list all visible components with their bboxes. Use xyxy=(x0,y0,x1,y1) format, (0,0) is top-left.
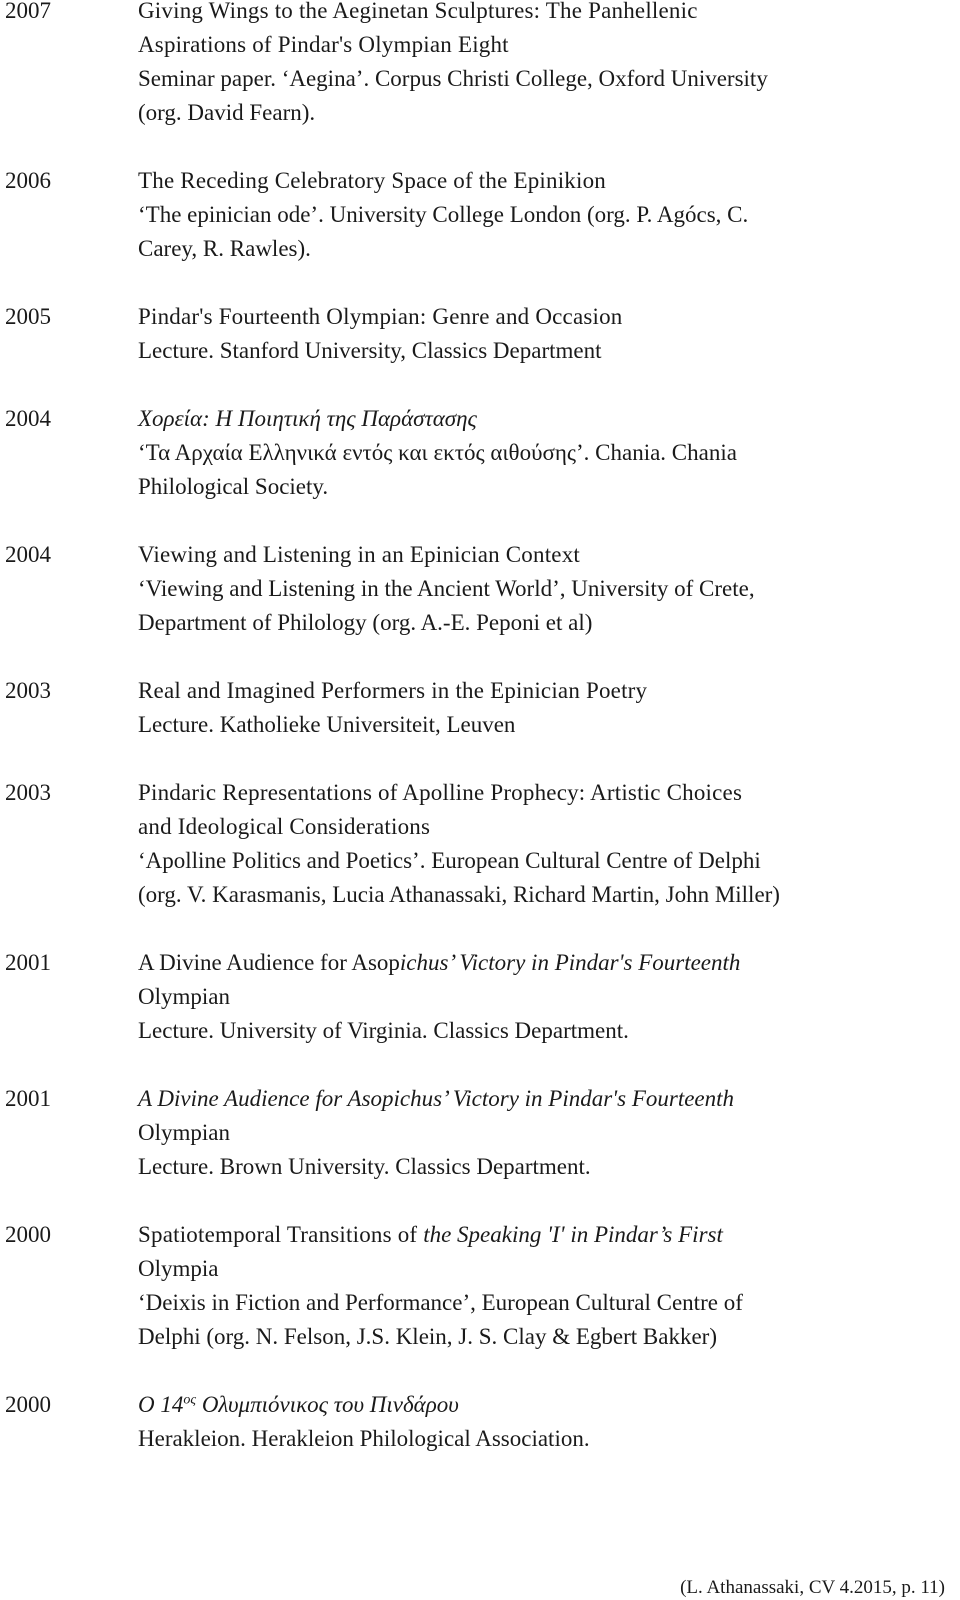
entry-title-plain: Spatiotemporal Transitions of xyxy=(138,1222,424,1247)
entry-detail-cont: (org. V. Karasmanis, Lucia Athanassaki, Richard Martin, John Miller) xyxy=(138,882,780,907)
entry-detail-cont: (org. David Fearn). xyxy=(138,100,316,125)
entry-title-cont: Olympia xyxy=(138,1256,219,1281)
entry-title: Viewing and Listening in an Epinician Context xyxy=(138,542,580,567)
entry-year: 2007 xyxy=(5,0,51,23)
entry-year: 2001 xyxy=(5,1086,51,1111)
entry-year: 2004 xyxy=(5,406,51,431)
entry-year: 2003 xyxy=(5,780,51,805)
list-item xyxy=(5,538,945,640)
entry-title: Χορεία: Η Ποιητική της Παράστασης xyxy=(138,406,477,431)
entry-body xyxy=(138,1388,945,1456)
entry-body xyxy=(138,776,945,912)
entry-body xyxy=(138,1082,945,1184)
entry-title: The Receding Celebratory Space of the Epinikion xyxy=(138,168,606,193)
list-item xyxy=(5,300,945,368)
entry-title: Giving Wings to the Aeginetan Sculptures: The Panhellenic xyxy=(138,0,698,23)
entry-detail: Lecture. Katholieke Universiteit, Leuven xyxy=(138,712,516,737)
entry-title-italic: the Speaking 'I' in Pindar’s First xyxy=(423,1222,723,1247)
entry-detail: ‘Τα Αρχαία Ελληνικά εντός και εκτός αιθούσης’. Chania. Chania xyxy=(138,440,737,465)
entry-detail: Lecture. Stanford University, Classics Department xyxy=(138,338,602,363)
entry-detail: ‘The epinician ode’. University College London (org. P. Agócs, C. xyxy=(138,202,749,227)
list-item xyxy=(5,0,945,130)
entry-title-a: Ο 14 xyxy=(138,1392,184,1417)
entry-title-plain: A Divine Audience for Asop xyxy=(138,950,400,975)
list-item xyxy=(5,674,945,742)
entry-body xyxy=(138,674,945,742)
entry-body xyxy=(138,538,945,640)
entry-year: 2000 xyxy=(5,1222,51,1247)
entry-body xyxy=(138,402,945,504)
entry-detail-cont: Delphi (org. N. Felson, J.S. Klein, J. S. Clay & Egbert Bakker) xyxy=(138,1324,717,1349)
entry-title: Pindaric Representations of Apolline Prophecy: Artistic Choices xyxy=(138,780,743,805)
list-item xyxy=(5,776,945,912)
list-item xyxy=(5,164,945,266)
entry-detail: Lecture. Brown University. Classics Department. xyxy=(138,1154,591,1179)
entry-detail-cont: Carey, R. Rawles). xyxy=(138,236,311,261)
page-footer: (L. Athanassaki, CV 4.2015, p. 11) xyxy=(680,1577,945,1598)
entry-body xyxy=(138,300,945,368)
entry-year: 2003 xyxy=(5,678,51,703)
entry-title-cont: Olympian xyxy=(138,1120,230,1145)
entry-title xyxy=(138,1218,945,1252)
entry-detail: Lecture. University of Virginia. Classics Department. xyxy=(138,1018,629,1043)
entry-title xyxy=(138,946,945,980)
list-item xyxy=(5,1082,945,1184)
entry-title: Pindar's Fourteenth Olympian: Genre and Occasion xyxy=(138,304,623,329)
list-item xyxy=(5,946,945,1048)
entry-title-cont: Aspirations of Pindar's Olympian Eight xyxy=(138,32,509,57)
entry-detail-cont: Department of Philology (org. A.-E. Peponi et al) xyxy=(138,610,593,635)
entry-title-cont: and Ideological Considerations xyxy=(138,814,431,839)
entry-title-b: Ολυμπιόνικος του Πινδάρου xyxy=(196,1392,459,1417)
entry-year: 2006 xyxy=(5,168,51,193)
entry-year: 2005 xyxy=(5,304,51,329)
entry-title: A Divine Audience for Asopichus’ Victory in Pindar's Fourteenth xyxy=(138,1086,735,1111)
list-item xyxy=(5,402,945,504)
entry-detail: ‘Apolline Politics and Poetics’. European Cultural Centre of Delphi xyxy=(138,848,761,873)
entry-title xyxy=(138,1388,945,1422)
entry-detail-cont: Philological Society. xyxy=(138,474,329,499)
entry-title-sup: ος xyxy=(183,1392,197,1408)
entry-detail: ‘Viewing and Listening in the Ancient World’, University of Crete, xyxy=(138,576,755,601)
cv-talks-list xyxy=(5,0,945,1490)
entry-detail: Herakleion. Herakleion Philological Association. xyxy=(138,1426,590,1451)
entry-year: 2004 xyxy=(5,542,51,567)
entry-title-italic: ichus’ Victory in Pindar's Fourteenth xyxy=(399,950,741,975)
entry-title: Real and Imagined Performers in the Epinician Poetry xyxy=(138,678,648,703)
entry-body xyxy=(138,164,945,266)
entry-title-cont: Olympian xyxy=(138,984,230,1009)
entry-year: 2000 xyxy=(5,1392,51,1417)
entry-body xyxy=(138,0,945,130)
list-item xyxy=(5,1218,945,1354)
list-item xyxy=(5,1388,945,1456)
entry-body xyxy=(138,1218,945,1354)
entry-detail: Seminar paper. ‘Aegina’. Corpus Christi College, Oxford University xyxy=(138,66,768,91)
entry-body xyxy=(138,946,945,1048)
entry-detail: ‘Deixis in Fiction and Performance’, European Cultural Centre of xyxy=(138,1290,743,1315)
entry-year: 2001 xyxy=(5,950,51,975)
